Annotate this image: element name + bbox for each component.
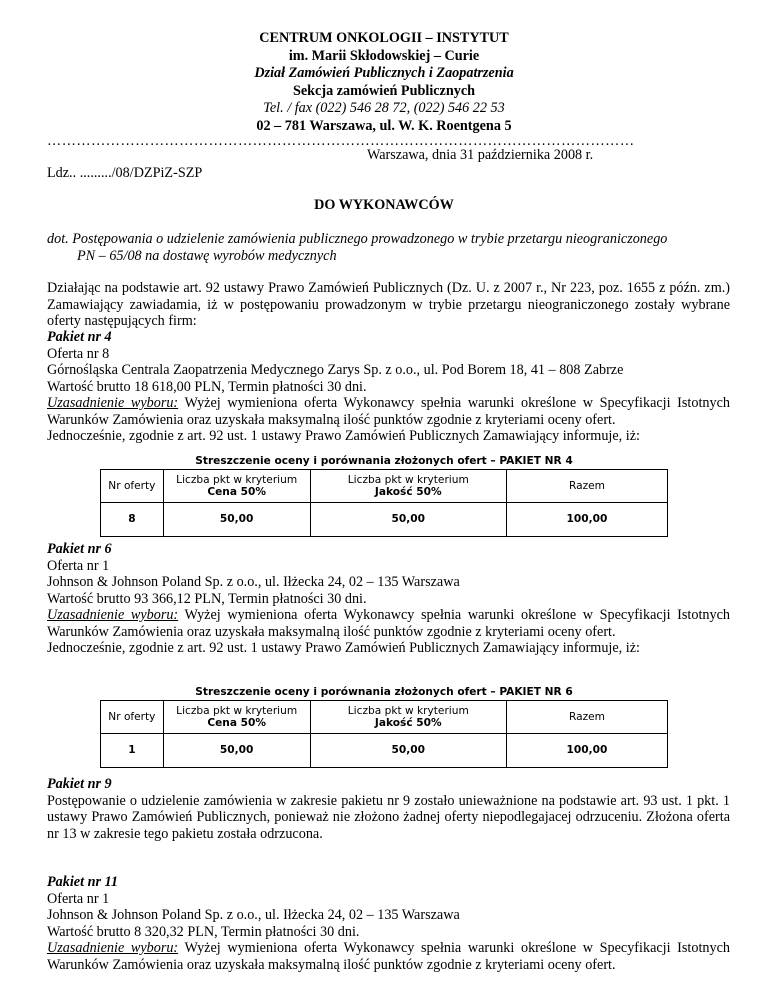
justification-text: Wyżej wymieniona oferta Wykonawcy spełnia warunki określone w Specyfikacji Istotnych Warunków Zamówienia oraz uzyskała maksymalną ilość punktów zgodnie z kryteriami oceny ofert. <box>47 395 730 428</box>
contact-phone: Tel. / fax (022) 546 28 72, (022) 546 22 53 <box>263 100 505 116</box>
cell-total: 100,00 <box>507 734 668 768</box>
subject <box>47 231 737 264</box>
pakiet-6-justification <box>47 607 730 640</box>
table-header-row <box>101 701 668 734</box>
pakiet-4-company: Górnośląska Centrala Zaopatrzenia Medycznego Zarys Sp. z o.o., ul. Pod Borem 18, 41 – 808 Zabrze <box>47 362 624 378</box>
letter-date: Warszawa, dnia 31 października 2008 r. <box>367 147 594 163</box>
header-jakosc: Liczba pkt w kryterium Jakość 50% <box>310 701 506 734</box>
justification-label: Uzasadnienie wyboru: <box>47 395 179 411</box>
pakiet-6-section <box>47 541 730 657</box>
separator-line: ………………………………………………………………………………………………………… <box>47 133 635 149</box>
subject-line-1: dot. Postępowania o udzielenie zamówienia publicznego prowadzonego w trybie przetargu nieograniczonego <box>47 231 668 247</box>
header-razem: Razem <box>507 470 668 503</box>
pakiet-4-table-caption: Streszczenie oceny i porównania złożonych ofert – PAKIET NR 4 <box>195 455 573 467</box>
pakiet-6-offer: Oferta nr 1 <box>47 557 110 574</box>
pakiet-4-value: Wartość brutto 18 618,00 PLN, Termin płatności 30 dni. <box>47 378 367 395</box>
header-jakosc: Liczba pkt w kryterium Jakość 50% <box>310 470 506 503</box>
header-cena: Liczba pkt w kryterium Cena 50% <box>163 470 310 503</box>
pakiet-4-info: Jednocześnie, zgodnie z art. 92 ust. 1 ustawy Prawo Zamówień Publicznych Zamawiający informuje, iż: <box>47 428 640 444</box>
pakiet-6-table-caption: Streszczenie oceny i porównania złożonych ofert – PAKIET NR 6 <box>195 686 573 698</box>
subject-line-2: PN – 65/08 na dostawę wyrobów medycznych <box>77 247 337 264</box>
justification-text: Wyżej wymieniona oferta Wykonawcy spełnia warunki określone w Specyfikacji Istotnych Warunków Zamówienia oraz uzyskała maksymalną ilość punktów zgodnie z kryteriami oceny ofert. <box>47 607 730 640</box>
pakiet-11-title: Pakiet nr 11 <box>47 874 118 890</box>
address: 02 – 781 Warszawa, ul. W. K. Roentgena 5 <box>256 117 512 134</box>
department-name: Dział Zamówień Publicznych i Zaopatrzenia <box>254 65 514 81</box>
pakiet-4-justification <box>47 395 730 428</box>
pakiet-6-value: Wartość brutto 93 366,12 PLN, Termin płatności 30 dni. <box>47 590 367 607</box>
cell-quality: 50,00 <box>310 503 506 537</box>
justification-label: Uzasadnienie wyboru: <box>47 940 179 956</box>
header-nr-oferty: Nr oferty <box>101 701 164 734</box>
pakiet-4-title: Pakiet nr 4 <box>47 329 112 345</box>
pakiet-6-table <box>100 700 668 768</box>
justification-text: Wyżej wymieniona oferta Wykonawcy spełnia warunki określone w Specyfikacji Istotnych Warunków Zamówienia oraz uzyskała maksymalną ilość punktów zgodnie z kryteriami oceny ofert. <box>47 940 730 973</box>
pakiet-4-offer: Oferta nr 8 <box>47 345 110 362</box>
cell-nr: 1 <box>101 734 164 768</box>
cell-price: 50,00 <box>163 734 310 768</box>
pakiet-11-justification <box>47 940 730 973</box>
pakiet-11-offer: Oferta nr 1 <box>47 890 110 907</box>
pakiet-4-section <box>47 329 730 445</box>
pakiet-9-text: Postępowanie o udzielenie zamówienia w zakresie pakietu nr 9 zostało unieważnione na podstawie art. 93 ust. 1 pkt. 1 ustawy Prawo Zamówień Publicznych, ponieważ nie złożono żadnej oferty niepodlegajacej odrzuceniu. Złożona oferta nr 13 w zakresie tego pakietu została odrzucona. <box>47 792 730 842</box>
header-razem: Razem <box>507 701 668 734</box>
table-header-row <box>101 470 668 503</box>
cell-total: 100,00 <box>507 503 668 537</box>
institution-name: CENTRUM ONKOLOGII – INSTYTUT <box>259 30 509 46</box>
header-nr-oferty: Nr oferty <box>101 470 164 503</box>
intro-paragraph: Działając na podstawie art. 92 ustawy Prawo Zamówień Publicznych (Dz. U. z 2007 r., Nr 223, poz. 1655 z późn. zm.) Zamawiający zawiadamia, iż w postępowaniu prowadzonym w trybie przetargu nieograniczonego zostały wybrane oferty następujących firm: <box>47 280 730 329</box>
pakiet-9-section <box>47 776 730 842</box>
header-cena: Liczba pkt w kryterium Cena 50% <box>163 701 310 734</box>
reference-number: Ldz.. ........./08/DZPiZ-SZP <box>47 165 203 181</box>
pakiet-11-value: Wartość brutto 8 320,32 PLN, Termin płatności 30 dni. <box>47 923 360 940</box>
table-row <box>101 734 668 768</box>
cell-nr: 8 <box>101 503 164 537</box>
section-name: Sekcja zamówień Publicznych <box>292 82 476 99</box>
letterhead <box>0 30 768 135</box>
pakiet-11-section <box>47 874 730 973</box>
institution-patron: im. Marii Skłodowskiej – Curie <box>288 47 480 64</box>
cell-price: 50,00 <box>163 503 310 537</box>
table-row <box>101 503 668 537</box>
justification-label: Uzasadnienie wyboru: <box>47 607 179 623</box>
pakiet-9-title: Pakiet nr 9 <box>47 776 112 792</box>
pakiet-4-table <box>100 469 668 537</box>
addressee: DO WYKONAWCÓW <box>314 197 454 213</box>
pakiet-11-company: Johnson & Johnson Poland Sp. z o.o., ul. Iłżecka 24, 02 – 135 Warszawa <box>47 907 460 923</box>
cell-quality: 50,00 <box>310 734 506 768</box>
pakiet-6-company: Johnson & Johnson Poland Sp. z o.o., ul. Iłżecka 24, 02 – 135 Warszawa <box>47 574 460 590</box>
pakiet-6-info: Jednocześnie, zgodnie z art. 92 ust. 1 ustawy Prawo Zamówień Publicznych Zamawiający informuje, iż: <box>47 640 640 656</box>
pakiet-6-title: Pakiet nr 6 <box>47 541 112 557</box>
